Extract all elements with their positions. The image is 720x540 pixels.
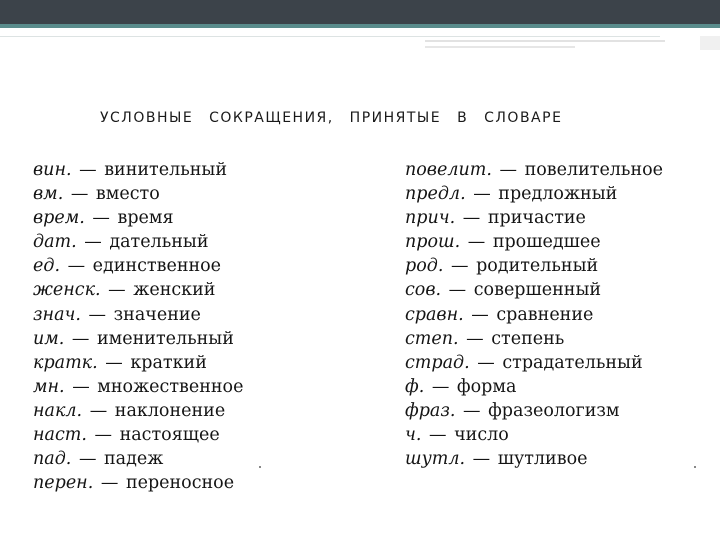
abbreviation-entry	[33, 254, 243, 278]
abbreviation: сов.	[405, 280, 442, 301]
abbreviation: дат.	[33, 232, 77, 253]
abbreviation-entry	[33, 399, 243, 423]
dash: —	[84, 232, 102, 253]
abbreviation: фраз.	[405, 400, 456, 421]
meaning: совершенный	[473, 280, 602, 301]
abbreviation: прич.	[405, 208, 456, 229]
dash: —	[471, 304, 489, 325]
dash: —	[67, 256, 86, 277]
abbreviation: страд.	[405, 352, 470, 373]
abbreviation: вм.	[33, 184, 64, 205]
meaning: повелительное	[524, 160, 664, 180]
meaning: степень	[491, 328, 565, 349]
meaning: женский	[133, 280, 216, 301]
abbreviation: мн.	[33, 376, 65, 397]
abbreviation-entry	[33, 303, 243, 327]
abbreviation-entry	[405, 158, 663, 182]
abbreviation-entry	[405, 278, 663, 302]
abbreviation-entry	[33, 423, 243, 447]
meaning: наклонение	[114, 400, 226, 421]
scan-speck	[259, 466, 261, 468]
decorative-line	[0, 36, 660, 37]
meaning: страдательный	[502, 352, 643, 373]
abbreviation-entry	[405, 327, 663, 351]
abbreviation: род.	[405, 256, 444, 277]
dash: —	[88, 304, 107, 325]
abbreviation-entry	[405, 447, 663, 471]
abbreviation-entry	[33, 206, 243, 230]
meaning: родительный	[476, 256, 599, 277]
meaning: дательный	[109, 232, 209, 253]
dash: —	[71, 328, 90, 349]
meaning: винительный	[104, 160, 227, 180]
dash: —	[473, 184, 491, 205]
dash: —	[499, 160, 517, 180]
abbreviation: сравн.	[405, 304, 464, 325]
abbreviation-entry	[405, 182, 663, 206]
decorative-line	[425, 40, 665, 42]
abbreviation-entry	[33, 471, 243, 495]
page-title: УСЛОВНЫЕ СОКРАЩЕНИЯ, ПРИНЯТЫЕ В СЛОВАРЕ	[100, 110, 563, 126]
meaning: падеж	[104, 449, 164, 470]
dash: —	[105, 352, 123, 373]
abbreviation: ч.	[405, 425, 422, 446]
meaning: предложный	[498, 184, 618, 205]
dash: —	[463, 400, 481, 421]
abbreviation-entry	[33, 278, 243, 302]
dash: —	[89, 400, 108, 421]
abbreviation: знач.	[33, 304, 81, 325]
meaning: фразеологизм	[488, 400, 620, 421]
abbreviation: степ.	[405, 328, 459, 349]
abbreviation: перен.	[33, 473, 94, 494]
abbreviation-entry	[33, 230, 243, 254]
meaning: переносное	[125, 473, 235, 494]
meaning: краткий	[130, 352, 207, 373]
abbreviation: накл.	[33, 400, 83, 421]
decorative-line	[425, 46, 575, 48]
abbreviation: пад.	[33, 449, 72, 470]
abbreviations-column-left	[33, 158, 243, 495]
abbreviation: ф.	[405, 376, 425, 397]
abbreviation: женск.	[33, 280, 101, 301]
dash: —	[78, 449, 97, 470]
abbreviation-entry	[405, 206, 663, 230]
dash: —	[431, 376, 450, 397]
abbreviation: наст.	[33, 425, 87, 446]
dash: —	[79, 160, 97, 180]
abbreviation: им.	[33, 328, 65, 349]
abbreviation: кратк.	[33, 352, 98, 373]
dash: —	[467, 232, 486, 253]
scan-speck	[694, 466, 696, 468]
meaning: именительный	[97, 328, 234, 349]
abbreviation-entry	[405, 351, 663, 375]
dash: —	[70, 184, 89, 205]
meaning: единственное	[92, 256, 222, 277]
abbreviation: повелит.	[405, 160, 492, 180]
dash: —	[466, 328, 484, 349]
dash: —	[450, 256, 469, 277]
abbreviation-entry	[405, 254, 663, 278]
meaning: шутливое	[497, 449, 588, 470]
abbreviation-entry	[405, 423, 663, 447]
meaning: вместо	[95, 184, 160, 205]
meaning: причастие	[487, 208, 586, 229]
dash: —	[462, 208, 481, 229]
meaning: число	[454, 425, 509, 446]
dash: —	[100, 473, 119, 494]
meaning: сравнение	[496, 304, 594, 325]
abbreviation: шутл.	[405, 449, 466, 470]
slide-header-band	[0, 0, 720, 24]
abbreviation-entry	[33, 327, 243, 351]
dash: —	[472, 449, 491, 470]
meaning: значение	[113, 304, 201, 325]
dash: —	[108, 280, 126, 301]
dash: —	[448, 280, 467, 301]
dash: —	[92, 208, 110, 229]
dash: —	[429, 425, 447, 446]
decorative-block	[700, 36, 720, 50]
dash: —	[94, 425, 112, 446]
abbreviation-entry	[33, 447, 243, 471]
abbreviation-entry	[33, 182, 243, 206]
meaning: прошедшее	[492, 232, 601, 253]
meaning: время	[117, 208, 174, 229]
abbreviation-entry	[33, 351, 243, 375]
abbreviation-entry	[405, 303, 663, 327]
abbreviation: ед.	[33, 256, 61, 277]
meaning: множественное	[97, 376, 244, 397]
meaning: настоящее	[119, 425, 220, 446]
meaning: форма	[456, 376, 517, 397]
abbreviation-entry	[405, 230, 663, 254]
abbreviation: прош.	[405, 232, 461, 253]
abbreviation-entry	[405, 375, 663, 399]
dash: —	[477, 352, 495, 373]
abbreviation: вин.	[33, 160, 72, 180]
abbreviation: предл.	[405, 184, 466, 205]
dash: —	[72, 376, 90, 397]
abbreviations-column-right	[405, 158, 663, 471]
slide-accent-line	[0, 24, 720, 28]
abbreviation: врем.	[33, 208, 85, 229]
abbreviation-entry	[405, 399, 663, 423]
abbreviation-entry	[33, 158, 243, 182]
abbreviation-entry	[33, 375, 243, 399]
